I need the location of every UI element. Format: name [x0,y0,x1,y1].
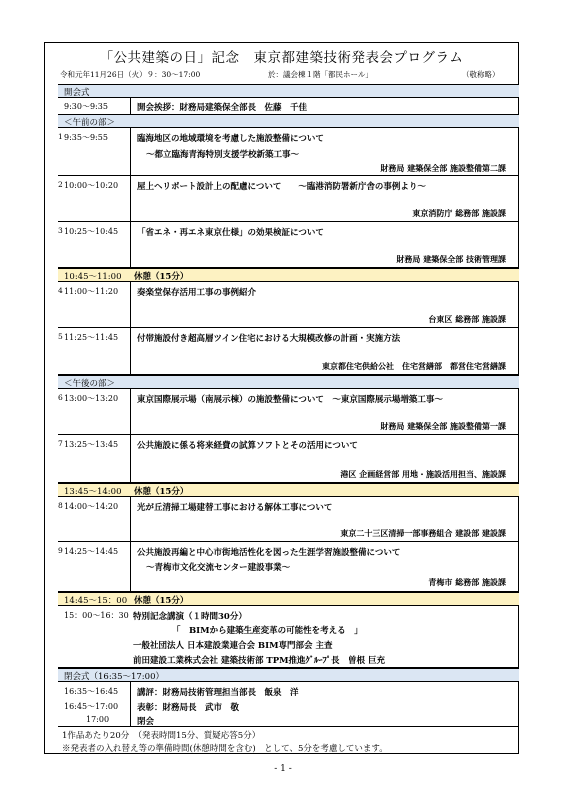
session-subtitle: ～青梅市文化交流センター建設事業～ [146,563,291,573]
session-title: 屋上ヘリポート設計上の配慮について ～臨港消防署新庁舎の事例より～ [137,182,426,192]
session-number: 8 [58,501,63,510]
divider [130,328,131,375]
divider [130,435,131,483]
session-number: 4 [58,286,63,295]
opening-label: 開会式 [64,88,90,98]
break-label: 休憩（15分） [134,596,189,606]
opening-band [58,84,519,98]
divider [130,682,131,726]
break-band [58,592,519,606]
divider [130,389,131,435]
session-number: 9 [58,546,63,555]
closing-item: 表彰：財務局長 武市 敬 [137,703,240,713]
session-number: 2 [58,180,63,189]
session-presenter: 財務局 建築保全部 施設整備第一課 [380,421,506,431]
note-line: 1作品あたり20分 （発表時間15分、質疑応答5分） [62,731,261,741]
session-number: 5 [58,332,63,341]
closing-time: 17:00 [86,715,110,724]
session-number: 6 [58,393,63,402]
afternoon-label: ＜午後の部＞ [64,379,116,389]
break-time: 13:45～14:00 [64,487,122,497]
session-subtitle: ～都立臨海青海特別支援学校新築工事～ [146,150,300,160]
session-time: 14:25～14:45 [64,547,119,556]
closing-band [58,668,519,682]
session-title: 付帯施設付き超高層ツイン住宅における大規模改修の計画・実施方法 [137,334,401,344]
lecture-speaker: 前田建設工業株式会社 建築技術部 TPM推進ｸﾞﾙｰﾌﾟ長 曽根 巨充 [133,656,386,666]
session-presenter: 東京都住宅供給公社 住宅営繕部 都営住宅営繕課 [322,361,506,371]
session-title: 公共施設再編と中心市街地活性化を図った生涯学習施設整備について [137,548,401,558]
session-time: 14:00～14:20 [64,502,119,511]
morning-label: ＜午前の部＞ [64,118,116,128]
session-presenter: 青梅市 総務部 施設課 [428,577,506,587]
session-number: 3 [58,226,63,235]
lecture-title: 特別記念講演（１時間30分） [133,612,247,622]
session-presenter: 東京二十三区清掃一部事務組合 建設部 建設課 [340,528,506,538]
divider [130,282,131,328]
session-presenter: 東京消防庁 総務部 施設課 [412,208,506,218]
honorific-note: （敬称略） [462,70,500,79]
divider [58,726,519,727]
opening-time: 9:30～9:35 [64,102,108,111]
divider [130,128,131,176]
closing-item: 閉会 [137,717,155,727]
session-title: 光が丘清掃工場建替工事における解体工事について [137,503,333,513]
session-title: 東京国際展示場（南展示棟）の施設整備について ～東京国際展示場増築工事～ [137,395,443,405]
event-venue: 於：議会棟１階「都民ホール」 [268,70,373,79]
session-title: 臨海地区の地域環境を考慮した施設整備について [137,134,324,144]
closing-time: 16:45～17:00 [64,702,119,711]
session-time: 10:25～10:45 [64,227,119,236]
session-number: 1 [58,132,63,141]
session-time: 13:25～13:45 [64,440,119,449]
closing-time: 16:35～16:45 [64,687,119,696]
lecture-time: 15：00～16：30 [64,611,129,620]
session-number: 7 [58,439,63,448]
page-number: - 1 - [274,764,292,774]
event-date: 令和元年11月26日（火）９：30～17:00 [60,70,201,79]
session-time: 9:35～9:55 [64,133,108,142]
break-label: 休憩（15分） [134,272,189,282]
closing-item: 講評：財務局技術管理担当部長 飯泉 洋 [137,688,299,698]
divider [130,98,131,114]
session-time: 11:25～11:45 [64,333,119,342]
note-line: ※発表者の入れ替え等の準備時間(休憩時間を含む) として、5分を考慮しています。 [62,744,388,754]
closing-label: 閉会式（16:35～17:00） [64,672,164,682]
session-time: 10:00～10:20 [64,181,119,190]
divider [130,542,131,592]
opening-item: 開会挨拶：財務局建築保全部長 佐藤 千佳 [137,103,308,113]
divider [130,176,131,222]
break-label: 休憩（15分） [134,487,189,497]
session-time: 11:00～11:20 [64,287,119,296]
session-presenter: 台東区 総務部 施設課 [428,314,506,324]
divider [130,222,131,268]
break-time: 14:45～15：00 [64,596,128,606]
session-presenter: 財務局 建築保全部 施設整備第二課 [380,163,506,173]
session-presenter: 港区 企画経営部 用地・施設活用担当、施設課 [340,469,506,479]
session-presenter: 財務局 建築保全部 技術管理課 [396,254,506,264]
session-title: 公共施設に係る将来経費の試算ソフトとその活用について [137,441,358,451]
divider [130,497,131,542]
afternoon-band [58,375,519,389]
lecture-theme: 「 BIMから建築生産変革の可能性を考える 」 [172,626,363,636]
session-time: 13:00～13:20 [64,394,119,403]
morning-band [58,114,519,128]
session-title: 奏楽堂保存活用工事の事例紹介 [137,288,257,298]
break-time: 10:45～11:00 [64,272,122,282]
break-band [58,483,519,497]
session-title: 「省エネ・再エネ東京仕様」の効果検証について [137,228,324,238]
break-band [58,268,519,282]
page-title: 「公共建築の日」記念 東京都建築技術発表会プログラム [99,50,464,66]
lecture-host: 一般社団法人 日本建設業連合会 BIM専門部会 主査 [133,641,333,651]
